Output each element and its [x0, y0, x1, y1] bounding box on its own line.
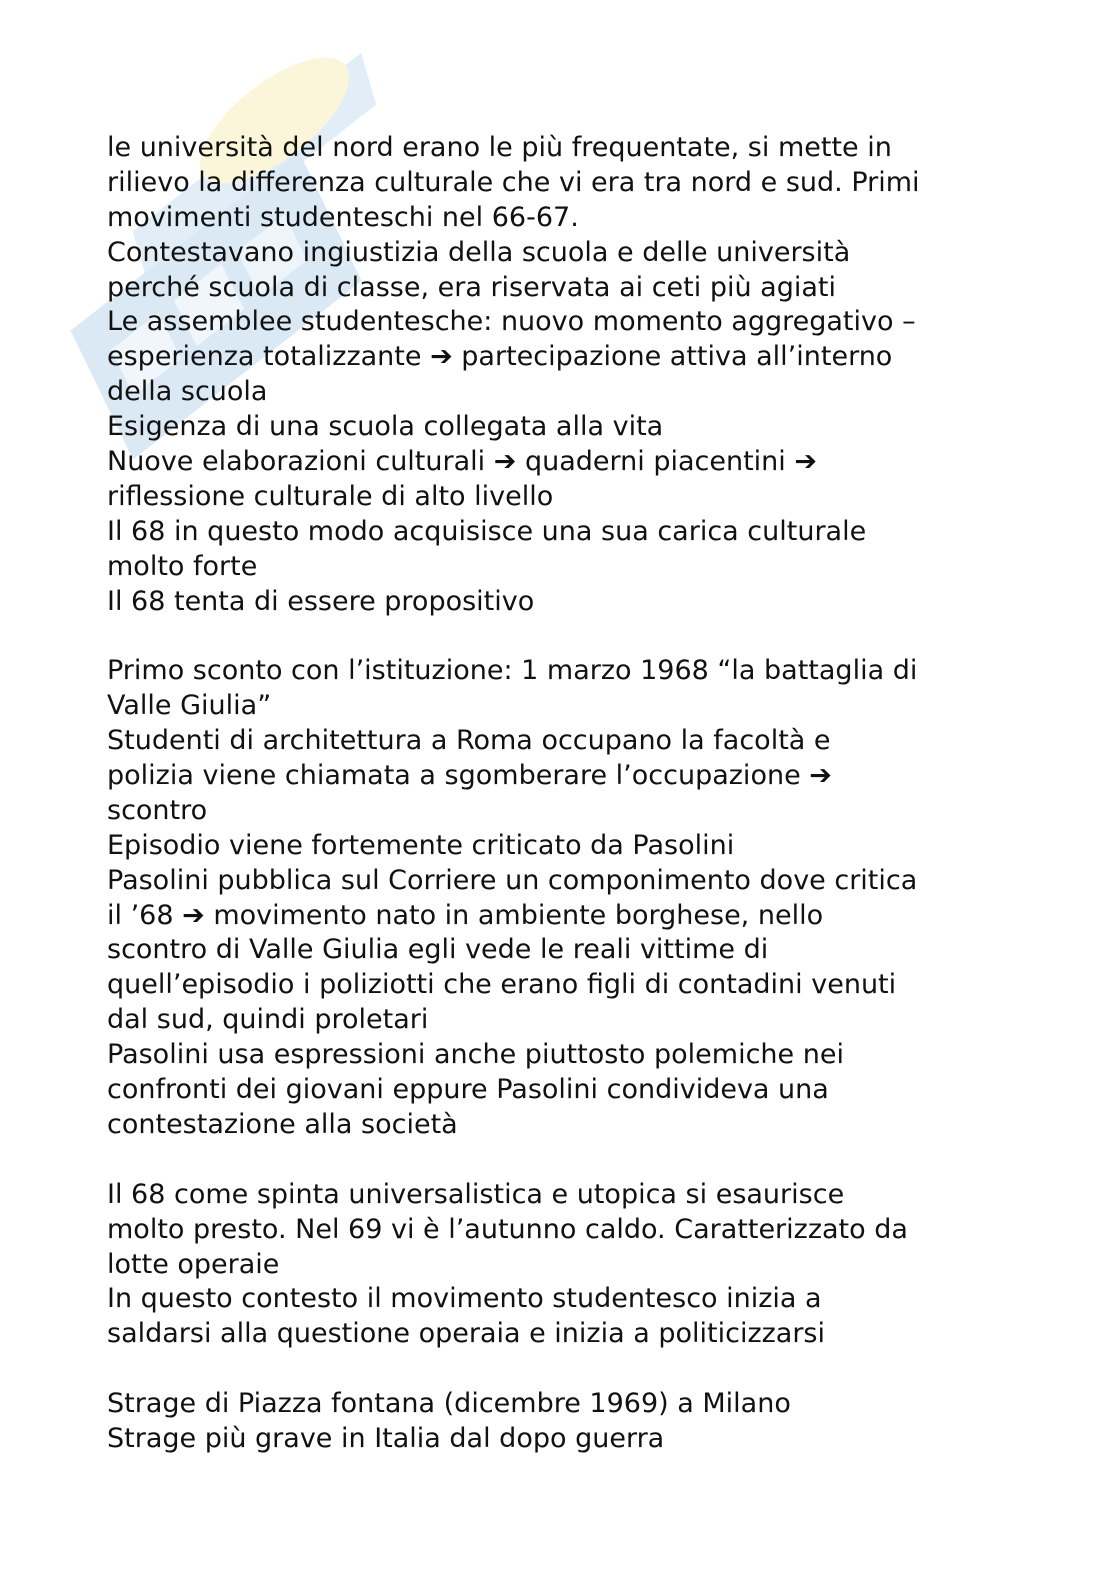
text-line: le università del nord erano le più frequentate, si mette in — [107, 132, 892, 163]
text-line: Strage più grave in Italia dal dopo guerra — [107, 1422, 665, 1454]
paragraph — [107, 1387, 1027, 1457]
paragraph-spacer — [107, 1143, 1027, 1178]
text-line: Pasolini pubblica sul Corriere un componimento dove critica — [107, 864, 918, 896]
text-line: Il 68 in questo modo acquisisce una sua carica culturale — [107, 515, 867, 547]
text-line: Nuove elaborazioni culturali ➔ quaderni piacentini ➔ — [107, 446, 817, 478]
text-line: Il 68 come spinta universalistica e utopica si esaurisce — [107, 1178, 845, 1210]
text-line: Pasolini usa espressioni anche piuttosto polemiche nei — [107, 1039, 844, 1071]
text-line: molto forte — [107, 550, 258, 582]
text-line: della scuola — [107, 376, 268, 408]
text-line: dal sud, quindi proletari — [107, 1004, 429, 1036]
text-line: Il 68 tenta di essere propositivo — [107, 585, 535, 617]
paragraph-spacer — [107, 1352, 1027, 1387]
text-line: scontro di Valle Giulia egli vede le reali vittime di — [107, 934, 769, 966]
text-line: Primo sconto con l’istituzione: 1 marzo 1968 “la battaglia di — [107, 655, 918, 687]
text-line: esperienza totalizzante ➔ partecipazione attiva all’interno — [107, 341, 893, 373]
text-line: polizia viene chiamata a sgomberare l’occupazione ➔ — [107, 760, 832, 792]
text-line: Episodio viene fortemente criticato da Pasolini — [107, 829, 735, 861]
text-line: contestazione alla società — [107, 1108, 458, 1140]
text-line: scontro — [107, 794, 208, 826]
document-body — [107, 131, 1027, 1457]
paragraph — [107, 654, 1027, 1142]
text-line: Contestavano ingiustizia della scuola e delle università — [107, 236, 851, 268]
paragraph — [107, 131, 1027, 619]
text-line: Esigenza di una scuola collegata alla vita — [107, 411, 664, 443]
text-line: Studenti di architettura a Roma occupano la facoltà e — [107, 725, 831, 757]
text-line: lotte operaie — [107, 1248, 280, 1280]
text-line: riflessione culturale di alto livello — [107, 480, 554, 512]
text-line: movimenti studenteschi nel 66-67. — [107, 201, 579, 233]
text-line: confronti dei giovani eppure Pasolini condivideva una — [107, 1074, 829, 1106]
text-line: In questo contesto il movimento studentesco inizia a — [107, 1283, 822, 1315]
text-line: molto presto. Nel 69 vi è l’autunno caldo. Caratterizzato da — [107, 1213, 908, 1245]
text-line: perché scuola di classe, era riservata ai ceti più agiati — [107, 271, 836, 303]
text-line: Le assemblee studentesche: nuovo momento aggregativo – — [107, 306, 916, 338]
text-line: saldarsi alla questione operaia e inizia a politicizzarsi — [107, 1318, 826, 1350]
paragraph-spacer — [107, 619, 1027, 654]
text-line: rilievo la differenza culturale che vi era tra nord e sud. Primi — [107, 166, 920, 198]
paragraph — [107, 1178, 1027, 1352]
text-line: Strage di Piazza fontana (dicembre 1969) a Milano — [107, 1388, 791, 1420]
text-line: il ’68 ➔ movimento nato in ambiente borghese, nello — [107, 899, 824, 931]
text-line: quell’episodio i poliziotti che erano figli di contadini venuti — [107, 969, 897, 1001]
text-line: Valle Giulia” — [107, 690, 272, 722]
